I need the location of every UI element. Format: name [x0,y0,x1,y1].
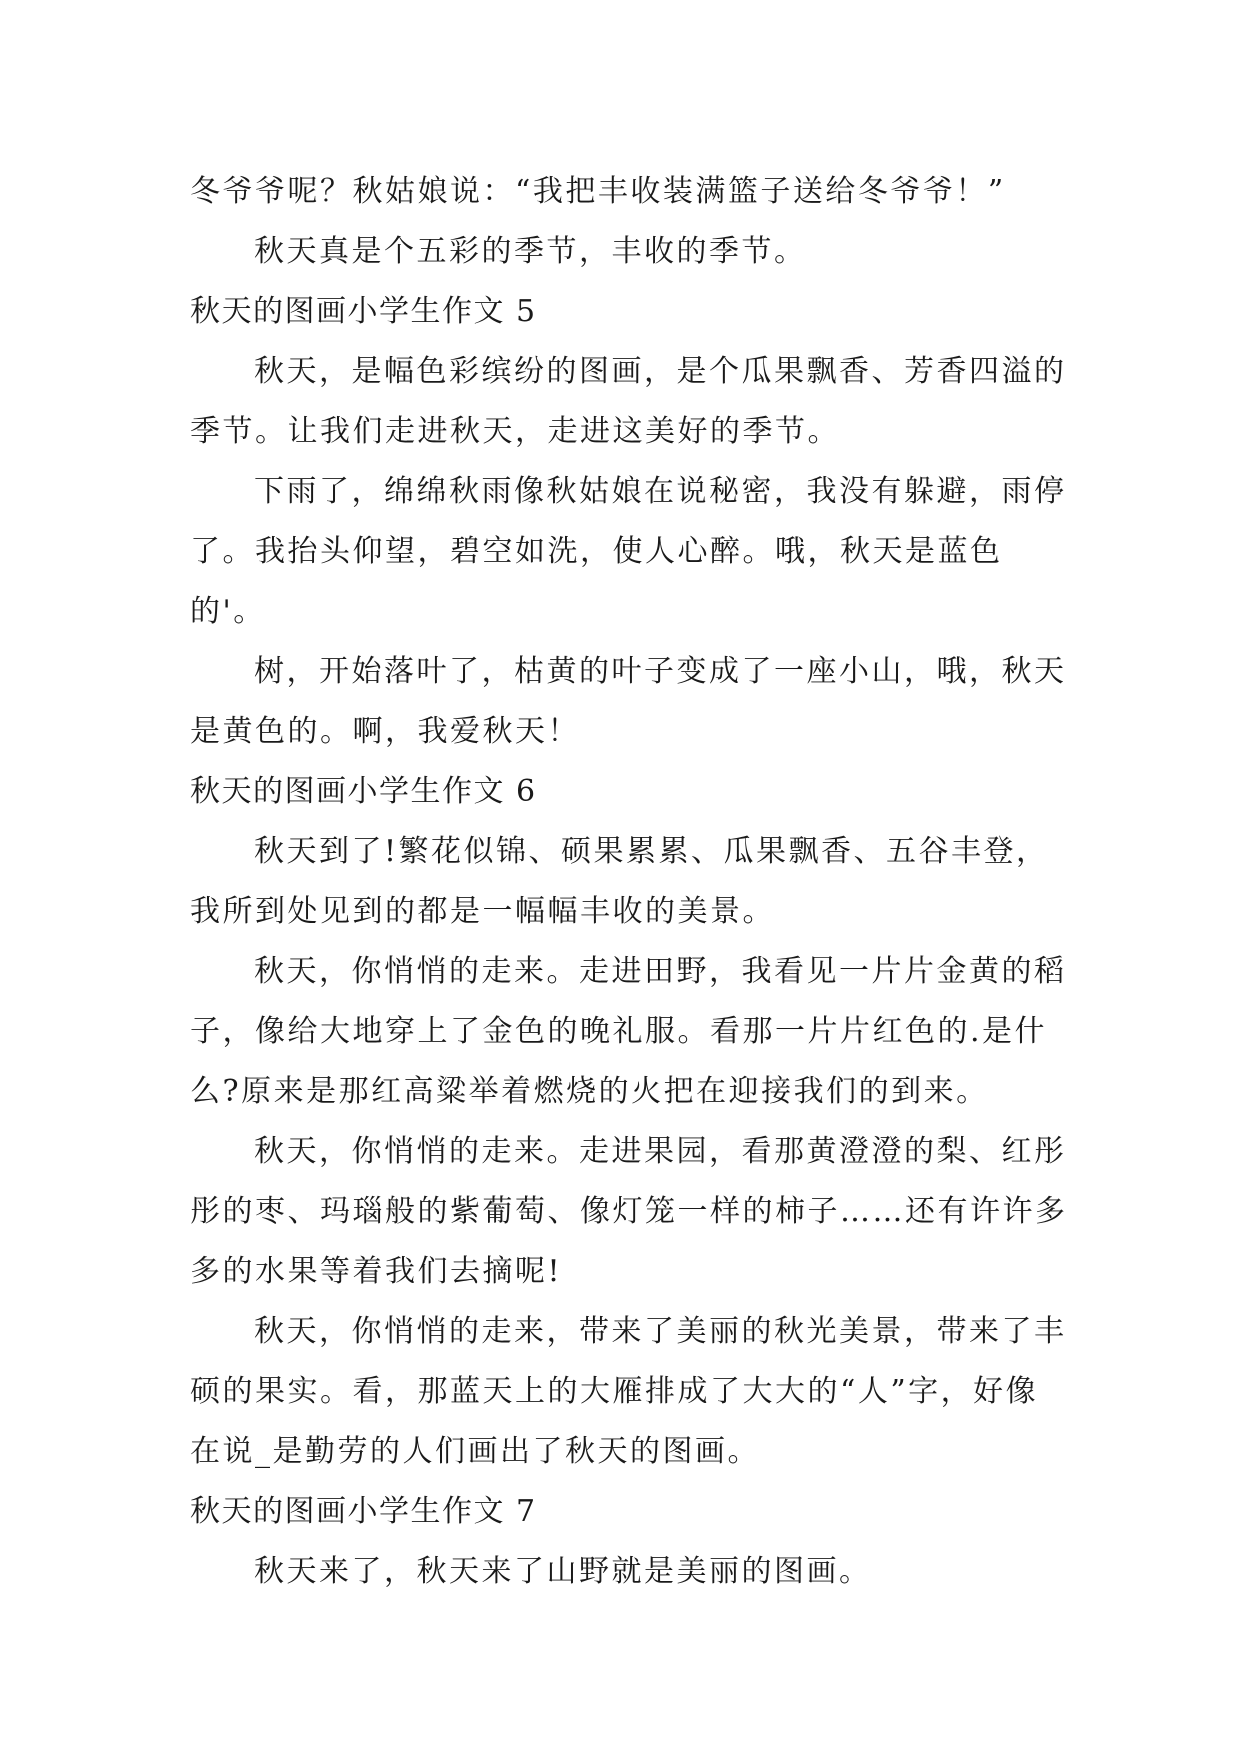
paragraph: 秋天到了!繁花似锦、硕果累累、瓜果飘香、五谷丰登，我所到处见到的都是一幅幅丰收的美景。 [190,834,1049,929]
section-heading-5: 秋天的图画小学生作文 5 [190,294,537,329]
section-heading-6: 秋天的图画小学生作文 6 [190,774,537,809]
paragraph: 秋天，是幅色彩缤纷的图画，是个瓜果飘香、芳香四溢的季节。让我们走进秋天，走进这美好的季节。 [190,354,1067,449]
document-body [190,162,1070,1602]
paragraph: 树，开始落叶了，枯黄的叶子变成了一座小山，哦，秋天是黄色的。啊，我爱秋天！ [190,654,1067,749]
paragraph: 秋天，你悄悄的走来。走进田野，我看见一片片金黄的稻子，像给大地穿上了金色的晚礼服。看那一片片红色的.是什么?原来是那红高粱举着燃烧的火把在迎接我们的到来。 [190,954,1067,1109]
paragraph: 秋天，你悄悄的走来，带来了美丽的秋光美景，带来了丰硕的果实。看，那蓝天上的大雁排成了大大的“人”字，好像在说_是勤劳的人们画出了秋天的图画。 [190,1314,1067,1469]
paragraph: 秋天来了，秋天来了山野就是美丽的图画。 [254,1554,872,1589]
paragraph: 秋天，你悄悄的走来。走进果园，看那黄澄澄的梨、红彤彤的枣、玛瑙般的紫葡萄、像灯笼一样的柿子……还有许许多多的水果等着我们去摘呢! [190,1134,1068,1289]
paragraph: 下雨了，绵绵秋雨像秋姑娘在说秘密，我没有躲避，雨停了。我抬头仰望，碧空如洗，使人心醉。哦，秋天是蓝色的'。 [190,474,1067,629]
paragraph-continuation: 冬爷爷呢？秋姑娘说：“我把丰收装满篮子送给冬爷爷！” [190,174,1006,209]
paragraph: 秋天真是个五彩的季节，丰收的季节。 [254,234,807,269]
section-heading-7: 秋天的图画小学生作文 7 [190,1494,537,1529]
